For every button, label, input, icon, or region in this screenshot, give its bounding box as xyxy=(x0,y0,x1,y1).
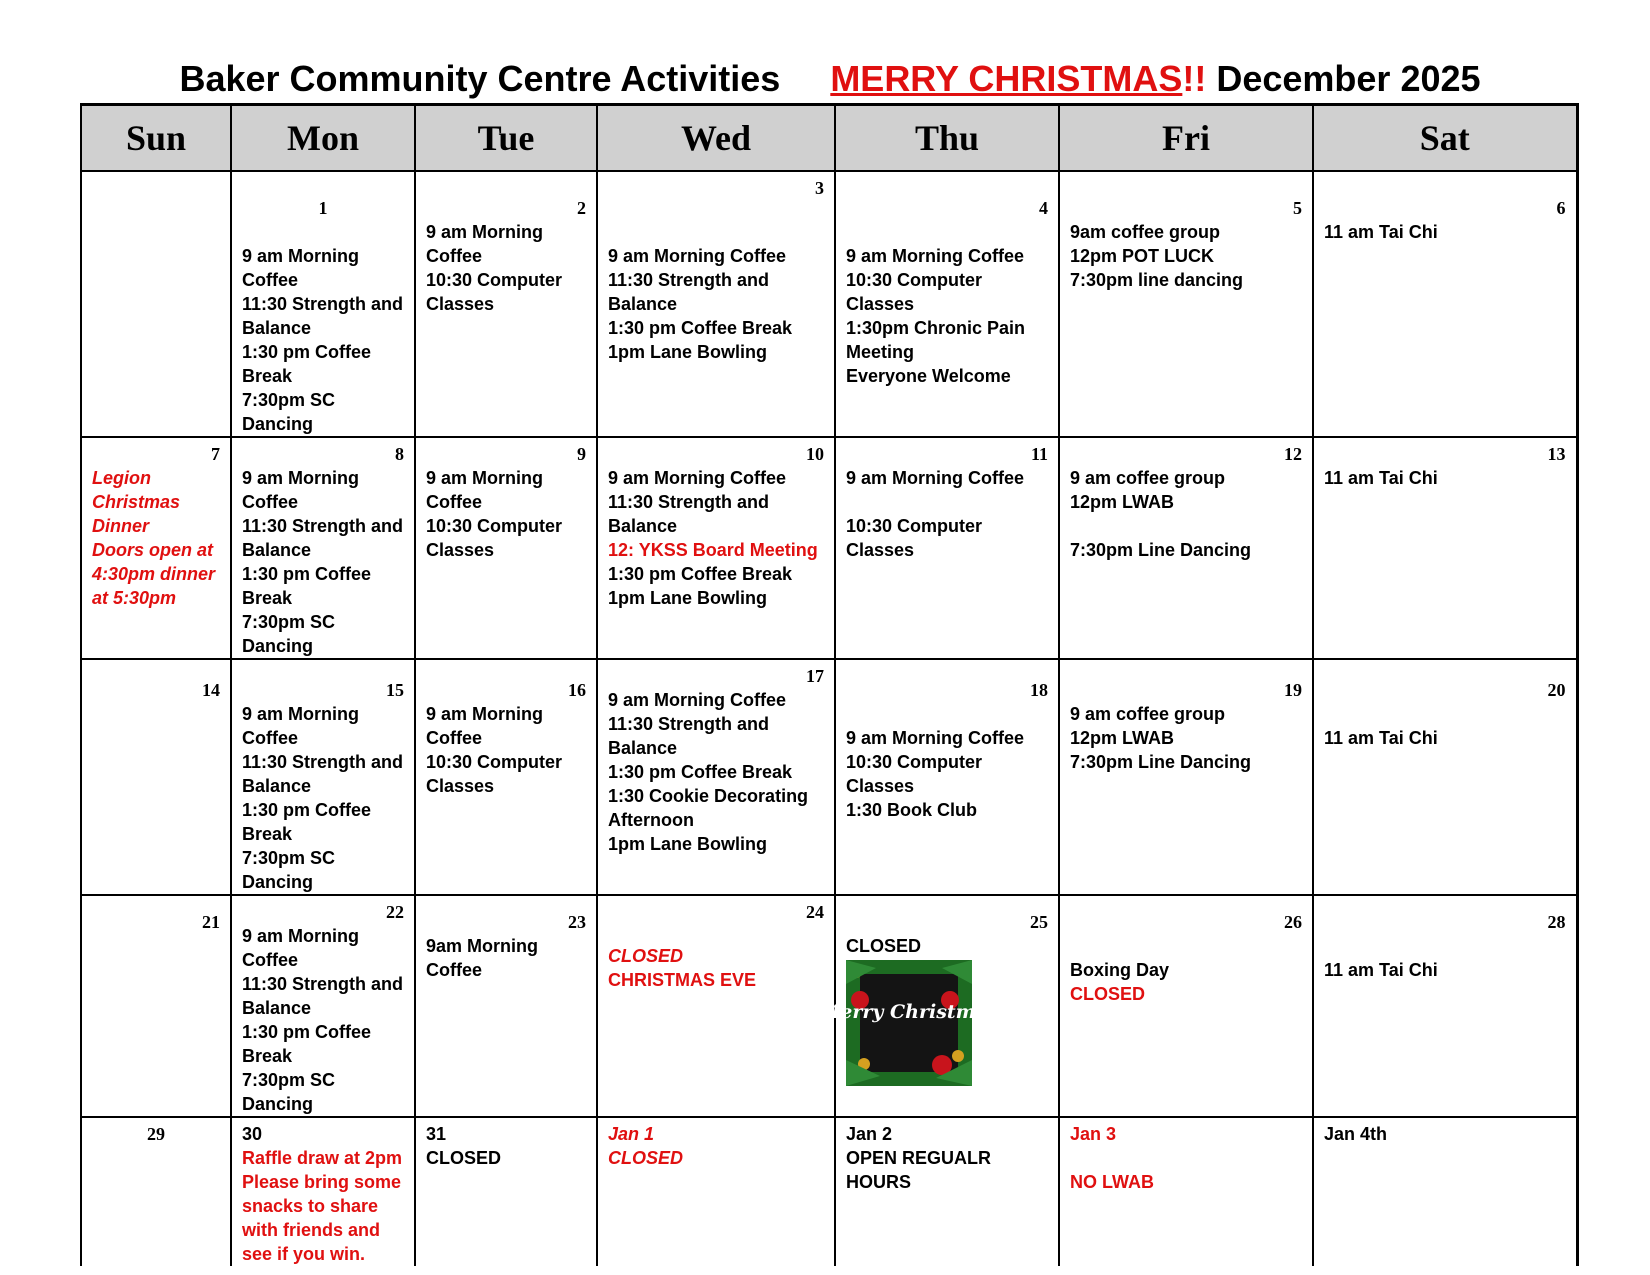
day-number: 21 xyxy=(202,912,220,932)
title-exclamation: !! xyxy=(1182,58,1207,99)
day-cell-dec-15 xyxy=(231,659,415,895)
day-cell-dec-11 xyxy=(835,437,1059,659)
event-item: 10:30 Computer Classes xyxy=(426,270,563,314)
title-month: December 2025 xyxy=(1216,58,1481,99)
day-number: 17 xyxy=(806,666,824,686)
event-item: Legion Christmas Dinner xyxy=(92,468,181,536)
event-item: 9 am Morning Coffee xyxy=(426,222,544,266)
event-item: 9 am coffee group xyxy=(1070,468,1226,488)
header-thu: Thu xyxy=(835,105,1059,172)
day-cell-dec-3 xyxy=(597,171,835,437)
day-cell-dec-2 xyxy=(415,171,597,437)
event-item: 9 am Morning Coffee xyxy=(242,704,360,748)
day-cell-jan-4 xyxy=(1313,1117,1577,1266)
day-cell-dec-8 xyxy=(231,437,415,659)
day-number: Jan 3 xyxy=(1070,1124,1117,1144)
day-number: 10 xyxy=(806,444,824,464)
event-item: 1:30 pm Coffee Break xyxy=(608,564,793,584)
event-item: 9 am Morning Coffee xyxy=(608,690,787,710)
day-cell-dec-24 xyxy=(597,895,835,1117)
day-number: 16 xyxy=(568,680,586,700)
day-number: 18 xyxy=(1030,680,1048,700)
event-item: 1:30 Cookie Decorating Afternoon xyxy=(608,786,809,830)
day-cell-dec-29 xyxy=(81,1117,231,1266)
day-number: 25 xyxy=(1030,912,1048,932)
event-item: 1:30 Book Club xyxy=(846,800,978,820)
day-number: 3 xyxy=(815,178,824,198)
event-item: 11:30 Strength and Balance xyxy=(608,492,770,536)
day-number: 7 xyxy=(211,444,220,464)
event-item: 9 am Morning Coffee xyxy=(242,246,360,290)
day-cell-empty xyxy=(81,171,231,437)
event-item: 7:30pm Line Dancing xyxy=(1070,540,1252,560)
event-item: 12pm POT LUCK xyxy=(1070,246,1215,266)
event-item: 9 am Morning Coffee xyxy=(426,704,544,748)
event-item: 9am coffee group xyxy=(1070,222,1221,242)
event-item: 11 am Tai Chi xyxy=(1324,222,1438,242)
day-cell-dec-16 xyxy=(415,659,597,895)
day-number: 4 xyxy=(1039,198,1048,218)
day-number: 19 xyxy=(1284,680,1302,700)
title-centre-name: Baker Community Centre Activities xyxy=(179,58,781,99)
day-cell-dec-30 xyxy=(231,1117,415,1266)
event-item: 12pm LWAB xyxy=(1070,492,1175,512)
event-item: CLOSED xyxy=(608,1148,684,1168)
event-item: 11 am Tai Chi xyxy=(1324,468,1438,488)
event-item: 1:30 pm Coffee Break xyxy=(242,1022,372,1066)
event-item: 1pm Lane Bowling xyxy=(608,588,768,608)
event-item: Everyone Welcome xyxy=(846,366,1011,386)
event-item: 1:30 pm Coffee Break xyxy=(242,564,372,608)
event-item: 9 am Morning Coffee xyxy=(426,468,544,512)
event-item: NO LWAB xyxy=(1070,1172,1154,1192)
event-item: 11:30 Strength and Balance xyxy=(608,714,770,758)
event-item: 7:30pm Line Dancing xyxy=(1070,752,1252,772)
day-number: 15 xyxy=(386,680,404,700)
event-item: CLOSED xyxy=(426,1148,502,1168)
event-item: 9 am Morning Coffee xyxy=(608,246,787,266)
event-item: 1pm Lane Bowling xyxy=(608,834,768,854)
weekday-header-row xyxy=(81,105,1577,172)
week-row xyxy=(81,171,1577,437)
day-number: 23 xyxy=(568,912,586,932)
day-number: Jan 2 xyxy=(846,1124,893,1144)
event-item: 9 am Morning Coffee xyxy=(846,728,1025,748)
day-number: 20 xyxy=(1547,680,1566,700)
event-item: 9 am Morning Coffee xyxy=(846,468,1025,488)
event-item: 11 am Tai Chi xyxy=(1324,728,1438,748)
week-row xyxy=(81,895,1577,1117)
day-number: 14 xyxy=(202,680,220,700)
event-item: 7:30pm line dancing xyxy=(1070,270,1244,290)
event-item: Boxing Day xyxy=(1070,960,1170,980)
day-cell-dec-31 xyxy=(415,1117,597,1266)
header-sat: Sat xyxy=(1313,105,1577,172)
event-item: 10:30 Computer Classes xyxy=(846,270,983,314)
event-item: 10:30 Computer Classes xyxy=(426,516,563,560)
event-item: 11:30 Strength and Balance xyxy=(242,752,404,796)
day-cell-dec-14 xyxy=(81,659,231,895)
day-number: 6 xyxy=(1556,198,1566,218)
day-number: 1 xyxy=(318,198,328,218)
event-item: CHRISTMAS EVE xyxy=(608,970,757,990)
image-caption: Merry Christmas xyxy=(819,1001,999,1023)
event-item: 9am Morning Coffee xyxy=(426,936,539,980)
day-number: 28 xyxy=(1547,912,1566,932)
event-item: 1:30 pm Coffee Break xyxy=(242,800,372,844)
day-number: 26 xyxy=(1284,912,1302,932)
day-number: 31 xyxy=(426,1124,447,1144)
event-item: CLOSED xyxy=(608,946,684,966)
calendar-grid xyxy=(80,103,1579,1266)
day-cell-dec-7 xyxy=(81,437,231,659)
event-item: 7:30pm SC Dancing xyxy=(242,1070,336,1114)
merry-christmas-image xyxy=(819,960,999,1086)
event-item: 9 am Morning Coffee xyxy=(608,468,787,488)
event-item: 7:30pm SC Dancing xyxy=(242,390,336,434)
event-item: 1:30pm Chronic Pain Meeting xyxy=(846,318,1026,362)
day-number: 12 xyxy=(1284,444,1302,464)
week-row xyxy=(81,1117,1577,1266)
event-item: CLOSED xyxy=(846,936,922,956)
day-cell-dec-13 xyxy=(1313,437,1577,659)
day-number: 22 xyxy=(386,902,404,922)
event-item: 11:30 Strength and Balance xyxy=(608,270,770,314)
day-cell-dec-6 xyxy=(1313,171,1577,437)
day-cell-dec-1 xyxy=(231,171,415,437)
day-cell-jan-3 xyxy=(1059,1117,1313,1266)
day-cell-dec-9 xyxy=(415,437,597,659)
day-cell-dec-20 xyxy=(1313,659,1577,895)
event-item: 1:30 pm Coffee Break xyxy=(608,762,793,782)
day-cell-jan-2 xyxy=(835,1117,1059,1266)
day-number: Jan 1 xyxy=(608,1124,655,1144)
event-item: 10:30 Computer Classes xyxy=(846,752,983,796)
day-number: 13 xyxy=(1547,444,1566,464)
event-item: 1:30 pm Coffee Break xyxy=(608,318,793,338)
event-item: 11:30 Strength and Balance xyxy=(242,294,404,338)
day-cell-dec-12 xyxy=(1059,437,1313,659)
event-item: CLOSED xyxy=(1070,984,1146,1004)
event-item: 7:30pm SC Dancing xyxy=(242,848,336,892)
week-row xyxy=(81,659,1577,895)
event-item: 12: YKSS Board Meeting xyxy=(608,540,818,560)
event-item: 11 am Tai Chi xyxy=(1324,960,1438,980)
day-cell-dec-22 xyxy=(231,895,415,1117)
week-row xyxy=(81,437,1577,659)
day-cell-jan-1 xyxy=(597,1117,835,1266)
event-item: 10:30 Computer Classes xyxy=(426,752,563,796)
day-cell-dec-25 xyxy=(819,895,1059,1117)
event-item: 11:30 Strength and Balance xyxy=(242,974,404,1018)
event-item: 1pm Lane Bowling xyxy=(608,342,768,362)
event-item: 9 am coffee group xyxy=(1070,704,1226,724)
event-item: 12pm LWAB xyxy=(1070,728,1175,748)
event-item: Doors open at 4:30pm dinner at 5:30pm xyxy=(92,540,216,608)
page-title xyxy=(80,58,1580,100)
event-item: Raffle draw at 2pm Please bring some snacks to share with friends and see if you win. xyxy=(242,1148,403,1264)
day-number: 11 xyxy=(1030,444,1048,464)
event-item: 1:30 pm Coffee Break xyxy=(242,342,372,386)
day-cell-dec-5 xyxy=(1059,171,1313,437)
day-cell-dec-10 xyxy=(597,437,835,659)
event-item: OPEN REGUALR HOURS xyxy=(846,1148,992,1192)
event-item: 9 am Morning Coffee xyxy=(242,926,360,970)
day-cell-dec-23 xyxy=(415,895,597,1117)
day-number: 9 xyxy=(577,444,586,464)
event-item: 9 am Morning Coffee xyxy=(846,246,1025,266)
day-cell-dec-28 xyxy=(1313,895,1577,1117)
day-cell-dec-17 xyxy=(597,659,835,895)
event-item: 7:30pm SC Dancing xyxy=(242,612,336,656)
header-fri: Fri xyxy=(1059,105,1313,172)
header-sun: Sun xyxy=(81,105,231,172)
day-cell-dec-21 xyxy=(81,895,231,1117)
day-cell-dec-26 xyxy=(1059,895,1313,1117)
event-item: 11:30 Strength and Balance xyxy=(242,516,404,560)
event-item: 9 am Morning Coffee xyxy=(242,468,360,512)
day-number: 29 xyxy=(147,1124,165,1144)
day-cell-dec-18 xyxy=(835,659,1059,895)
day-number: 2 xyxy=(577,198,586,218)
header-mon: Mon xyxy=(231,105,415,172)
event-item: 10:30 Computer Classes xyxy=(846,516,983,560)
day-number: Jan 4th xyxy=(1324,1124,1388,1144)
day-cell-dec-19 xyxy=(1059,659,1313,895)
title-merry-christmas: MERRY CHRISTMAS xyxy=(830,58,1183,99)
day-number: 5 xyxy=(1293,198,1302,218)
header-wed: Wed xyxy=(597,105,835,172)
header-tue: Tue xyxy=(415,105,597,172)
day-number: 24 xyxy=(806,902,824,922)
day-number: 8 xyxy=(395,444,404,464)
day-number: 30 xyxy=(242,1124,263,1144)
day-cell-dec-4 xyxy=(835,171,1059,437)
